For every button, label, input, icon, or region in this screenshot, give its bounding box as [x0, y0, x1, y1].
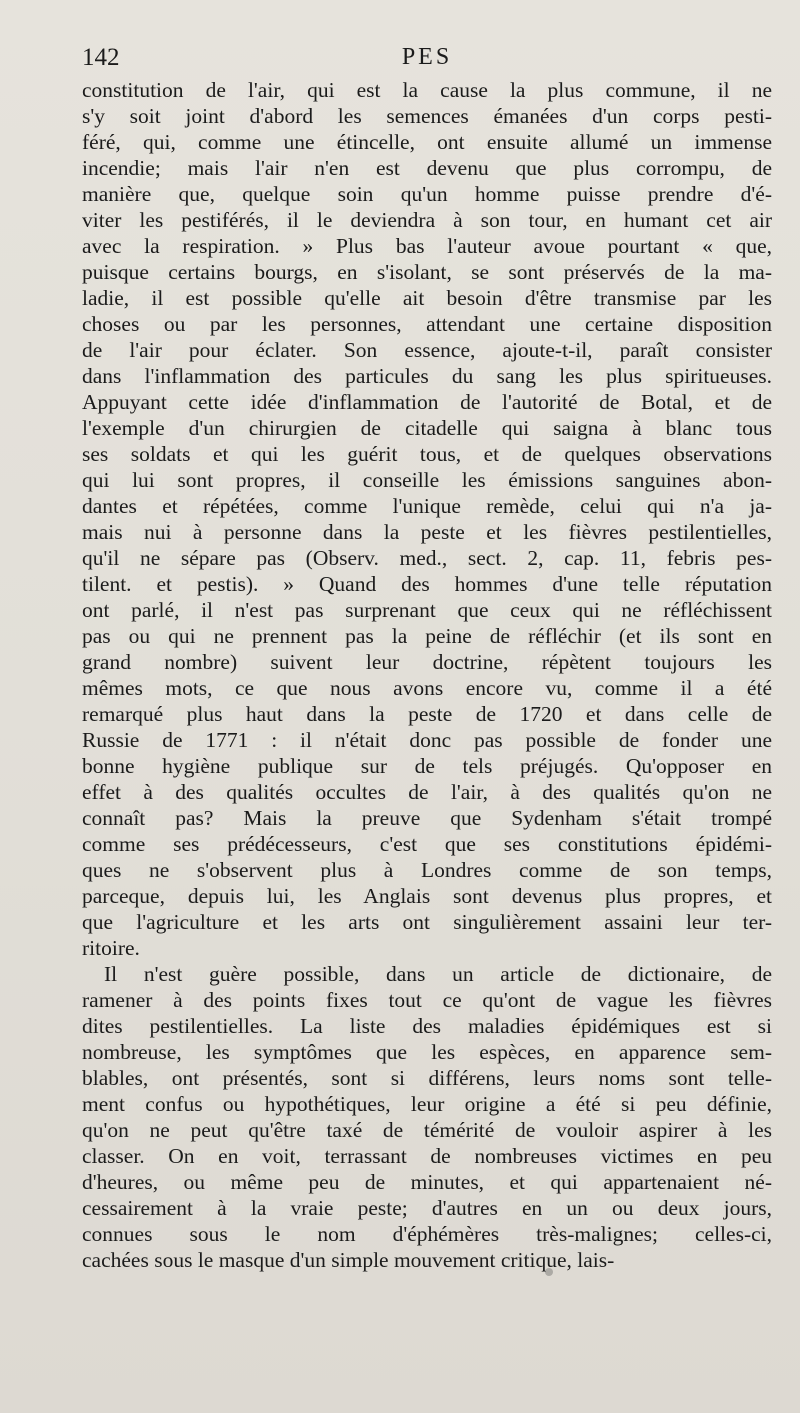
page-number: 142: [82, 44, 120, 71]
text-line: ment confus ou hypothétiques, leur origine a été si peu définie,: [82, 1092, 772, 1116]
text-line: que l'agriculture et les arts ont singulièrement assaini leur ter-: [82, 910, 772, 934]
text-line: ladie, il est possible qu'elle ait besoin d'être transmise par les: [82, 286, 772, 310]
text-line: ramener à des points fixes tout ce qu'ont de vague les fièvres: [82, 988, 772, 1012]
running-head: PES: [401, 44, 453, 70]
text-line: l'exemple d'un chirurgien de citadelle qui saigna à blanc tous: [82, 416, 772, 440]
text-line: constitution de l'air, qui est la cause la plus commune, il ne: [82, 78, 772, 102]
text-line: classer. On en voit, terrassant de nombreuses victimes en peu: [82, 1144, 772, 1168]
text-line: Russie de 1771 : il n'était donc pas possible de fonder une: [82, 728, 772, 752]
text-line: effet à des qualités occultes de l'air, à des qualités qu'on ne: [82, 780, 772, 804]
text-line: ses soldats et qui les guérit tous, et de quelques observations: [82, 442, 772, 466]
text-line: incendie; mais l'air n'en est devenu que plus corrompu, de: [82, 156, 772, 180]
text-line: s'y soit joint d'abord les semences émanées d'un corps pesti-: [82, 104, 772, 128]
text-line: avec la respiration. » Plus bas l'auteur avoue pourtant « que,: [82, 234, 772, 258]
text-line: qu'il ne sépare pas (Observ. med., sect. 2, cap. 11, febris pes-: [82, 546, 772, 570]
text-line: blables, ont présentés, sont si différens, leurs noms sont telle-: [82, 1066, 772, 1090]
text-line: Il n'est guère possible, dans un article de dictionaire, de: [104, 962, 772, 986]
text-line: ont parlé, il n'est pas surprenant que ceux qui ne réfléchissent: [82, 598, 772, 622]
text-line: cachées sous le masque d'un simple mouvement critique, lais-: [82, 1248, 615, 1272]
text-line: grand nombre) suivent leur doctrine, répètent toujours les: [82, 650, 772, 674]
text-line: de l'air pour éclater. Son essence, ajoute-t-il, paraît consister: [82, 338, 772, 362]
ink-smudge: [545, 1268, 553, 1276]
text-line: ritoire.: [82, 936, 140, 960]
page-header: [82, 44, 772, 78]
text-line: ques ne s'observent plus à Londres comme de son temps,: [82, 858, 772, 882]
text-line: Appuyant cette idée d'inflammation de l'autorité de Botal, et de: [82, 390, 772, 414]
text-line: nombreuse, les symptômes que les espèces, en apparence sem-: [82, 1040, 772, 1064]
text-line: mêmes mots, ce que nous avons encore vu, comme il a été: [82, 676, 772, 700]
text-line: manière que, quelque soin qu'un homme puisse prendre d'é-: [82, 182, 772, 206]
body-text: [82, 77, 772, 1273]
text-line: qui lui sont propres, il conseille les émissions sanguines abon-: [82, 468, 772, 492]
text-line: qu'on ne peut qu'être taxé de témérité de vouloir aspirer à les: [82, 1118, 772, 1142]
paragraph: [82, 961, 772, 1273]
text-line: d'heures, ou même peu de minutes, et qui appartenaient né-: [82, 1170, 772, 1194]
text-line: remarqué plus haut dans la peste de 1720 et dans celle de: [82, 702, 772, 726]
text-line: tilent. et pestis). » Quand des hommes d'une telle réputation: [82, 572, 772, 596]
text-line: dites pestilentielles. La liste des maladies épidémiques est si: [82, 1014, 772, 1038]
text-line: dantes et répétées, comme l'unique remède, celui qui n'a ja-: [82, 494, 772, 518]
paragraph: [82, 77, 772, 961]
text-line: choses ou par les personnes, attendant une certaine disposition: [82, 312, 772, 336]
text-line: parceque, depuis lui, les Anglais sont devenus plus propres, et: [82, 884, 772, 908]
text-line: comme ses prédécesseurs, c'est que ses constitutions épidémi-: [82, 832, 772, 856]
text-line: cessairement à la vraie peste; d'autres en un ou deux jours,: [82, 1196, 772, 1220]
text-line: dans l'inflammation des particules du sang les plus spiritueuses.: [82, 364, 772, 388]
text-line: connaît pas? Mais la preuve que Sydenham s'était trompé: [82, 806, 772, 830]
text-line: mais nui à personne dans la peste et les fièvres pestilentielles,: [82, 520, 772, 544]
text-line: viter les pestiférés, il le deviendra à son tour, en humant cet air: [82, 208, 772, 232]
text-line: connues sous le nom d'éphémères très-malignes; celles-ci,: [82, 1222, 772, 1246]
text-line: puisque certains bourgs, en s'isolant, se sont préservés de la ma-: [82, 260, 772, 284]
text-line: pas ou qui ne prennent pas la peine de réfléchir (et ils sont en: [82, 624, 772, 648]
text-line: bonne hygiène publique sur de tels préjugés. Qu'opposer en: [82, 754, 772, 778]
text-line: féré, qui, comme une étincelle, ont ensuite allumé un immense: [82, 130, 772, 154]
